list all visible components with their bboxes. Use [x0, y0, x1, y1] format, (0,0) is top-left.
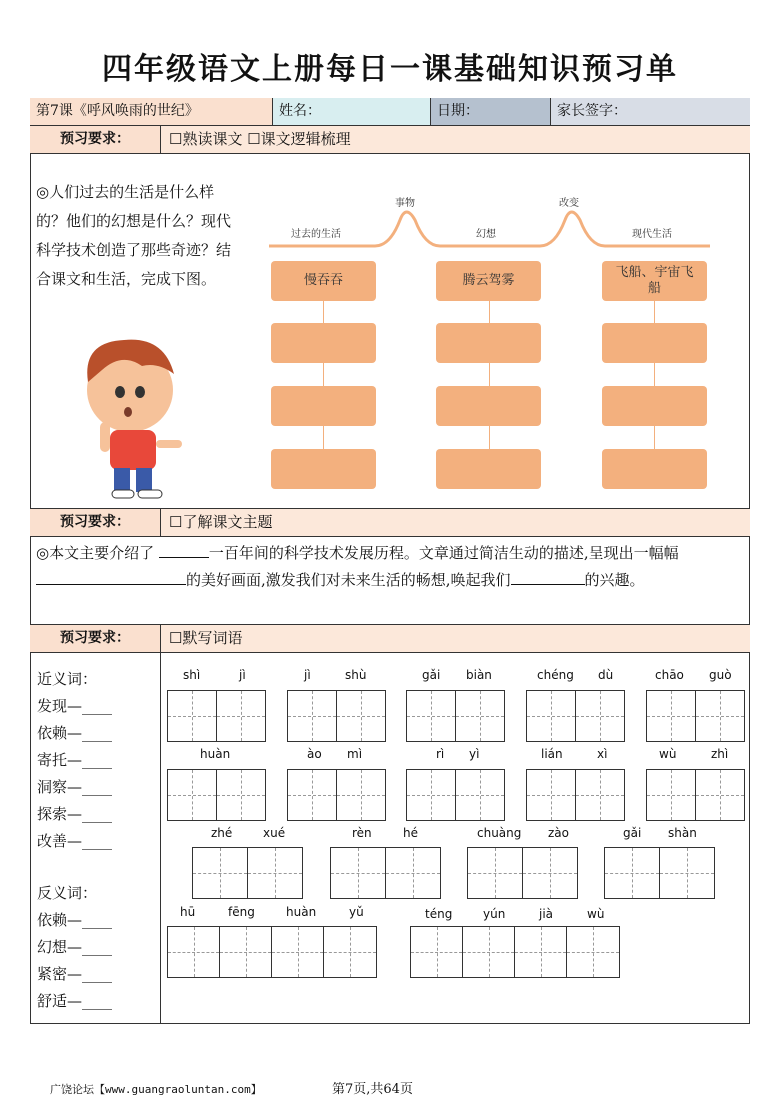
pinyin: jià: [539, 907, 554, 921]
modern-box-2[interactable]: [602, 323, 707, 363]
req-label-3: 预习要求：: [30, 625, 161, 652]
pinyin: hé: [403, 826, 418, 840]
past-box-2[interactable]: [271, 323, 376, 363]
thinking-boy-illustration: [72, 322, 202, 500]
label-things: 事物: [395, 198, 415, 209]
pinyin: shù: [345, 668, 367, 682]
pinyin: xué: [263, 826, 286, 840]
synonym-item[interactable]: 探索—____: [37, 805, 113, 823]
lesson-cell: [30, 98, 273, 125]
writing-grid[interactable]: [167, 690, 266, 742]
para-part-3: 的美好画面,激发我们对未来生活的畅想,唤起我们: [186, 571, 511, 589]
req-label-2: 预习要求：: [30, 509, 161, 536]
pinyin: chéng: [537, 668, 574, 682]
pinyin: wù: [587, 907, 605, 921]
pinyin: wù: [659, 747, 677, 761]
pinyin: fēng: [228, 905, 255, 919]
antonym-title: 反义词：: [37, 884, 98, 902]
req-text-2[interactable]: ☐了解课文主题: [161, 509, 750, 536]
writing-grid[interactable]: [287, 769, 386, 821]
pinyin: yún: [483, 907, 506, 921]
writing-grid[interactable]: [604, 847, 715, 899]
pinyin: yì: [469, 747, 480, 761]
writing-grid[interactable]: [526, 769, 625, 821]
pinyin: chuàng: [477, 826, 522, 840]
question-1: ◎人们过去的生活是什么样的？他们的幻想是什么？现代科学技术创造了那些奇迹？结合课文和生活，完成下图。: [36, 183, 232, 288]
pinyin: hū: [180, 905, 196, 919]
blank-3[interactable]: [511, 568, 585, 585]
pinyin: mì: [347, 747, 363, 761]
writing-grid[interactable]: [467, 847, 578, 899]
writing-grid[interactable]: [646, 690, 745, 742]
pinyin: xì: [597, 747, 608, 761]
antonym-item[interactable]: 幻想—____: [37, 938, 113, 956]
pinyin: yǔ: [349, 905, 364, 919]
blank-1[interactable]: [159, 541, 209, 558]
divider: [30, 536, 750, 537]
antonym-list: [37, 880, 112, 1015]
writing-grid[interactable]: [526, 690, 625, 742]
writing-grid[interactable]: [406, 690, 505, 742]
fantasy-box-1: 腾云驾雾: [436, 261, 541, 301]
modern-box-1: 飞船、宇宙飞船: [602, 261, 707, 301]
modern-box-3[interactable]: [602, 386, 707, 426]
pinyin: shàn: [668, 826, 697, 840]
pinyin: zhì: [711, 747, 729, 761]
para-part-4: 的兴趣。: [584, 571, 645, 589]
date-label: 日期：: [437, 103, 479, 119]
parent-sign-field[interactable]: [551, 98, 750, 125]
label-past-life: 过去的生活: [291, 229, 341, 240]
footer-site: 广饶论坛【www.guangraoluntan.com】: [50, 1083, 262, 1096]
pinyin: gǎi: [422, 668, 441, 682]
writing-grid[interactable]: [167, 926, 377, 978]
synonym-item[interactable]: 改善—____: [37, 832, 113, 850]
past-box-3[interactable]: [271, 386, 376, 426]
para-part-1: ◎本文主要介绍了: [36, 544, 155, 562]
pinyin: zhé: [211, 826, 233, 840]
pinyin: jì: [304, 668, 311, 682]
pinyin: rèn: [352, 826, 372, 840]
pinyin: shì: [183, 668, 201, 682]
theme-paragraph: [36, 540, 746, 594]
past-box-1: 慢吞吞: [271, 261, 376, 301]
synonym-item[interactable]: 寄托—____: [37, 751, 113, 769]
name-label: 姓名：: [279, 103, 321, 119]
pinyin: ào: [307, 747, 322, 761]
pinyin: huàn: [200, 747, 231, 761]
label-fantasy: 幻想: [476, 229, 496, 240]
pinyin: rì: [436, 747, 445, 761]
fantasy-box-3[interactable]: [436, 386, 541, 426]
writing-grid[interactable]: [167, 769, 266, 821]
synonym-item[interactable]: 发现—____: [37, 697, 113, 715]
pinyin: huàn: [286, 905, 317, 919]
pinyin: jì: [239, 668, 246, 682]
req-text-3[interactable]: ☐默写词语: [161, 625, 750, 652]
writing-grid[interactable]: [410, 926, 620, 978]
blank-2[interactable]: [36, 568, 186, 585]
antonym-item[interactable]: 依赖—____: [37, 911, 113, 929]
antonym-item[interactable]: 舒适—____: [37, 992, 113, 1010]
label-change: 改变: [559, 198, 579, 209]
name-field[interactable]: [273, 98, 431, 125]
lesson-title: 第7课《呼风唤雨的世纪》: [36, 103, 199, 119]
para-part-2: 一百年间的科学技术发展历程。文章通过简洁生动的描述,呈现出一幅幅: [208, 544, 679, 562]
column-divider: [160, 652, 161, 1024]
pinyin: téng: [425, 907, 453, 921]
writing-grid[interactable]: [406, 769, 505, 821]
writing-grid[interactable]: [192, 847, 303, 899]
synonym-list: [37, 666, 112, 855]
pinyin: zào: [548, 826, 569, 840]
past-box-4[interactable]: [271, 449, 376, 489]
req-label-1: 预习要求：: [30, 126, 161, 153]
synonym-title: 近义词：: [37, 670, 98, 688]
writing-grid[interactable]: [646, 769, 745, 821]
pinyin: guò: [709, 668, 732, 682]
modern-box-4[interactable]: [602, 449, 707, 489]
pinyin: chāo: [655, 668, 684, 682]
synonym-item[interactable]: 洞察—____: [37, 778, 113, 796]
pinyin: gǎi: [623, 826, 642, 840]
parent-sign-label: 家长签字：: [557, 103, 627, 119]
writing-grid[interactable]: [330, 847, 441, 899]
synonym-item[interactable]: 依赖—____: [37, 724, 113, 742]
divider: [30, 153, 750, 154]
page-title: 四年级语文上册每日一课基础知识预习单: [102, 52, 678, 87]
divider: [30, 652, 750, 653]
fantasy-box-4[interactable]: [436, 449, 541, 489]
date-field[interactable]: [431, 98, 551, 125]
pinyin: dù: [598, 668, 614, 682]
label-modern-life: 现代生活: [632, 229, 672, 240]
antonym-item[interactable]: 紧密—____: [37, 965, 113, 983]
writing-grid[interactable]: [287, 690, 386, 742]
fantasy-box-2[interactable]: [436, 323, 541, 363]
pinyin: lián: [541, 747, 563, 761]
concept-flow-arrows: [265, 190, 715, 250]
req-text-1[interactable]: ☐熟读课文 ☐课文逻辑梳理: [161, 126, 750, 153]
pinyin: biàn: [466, 668, 492, 682]
footer-page-number: 第7页,共64页: [332, 1082, 413, 1097]
